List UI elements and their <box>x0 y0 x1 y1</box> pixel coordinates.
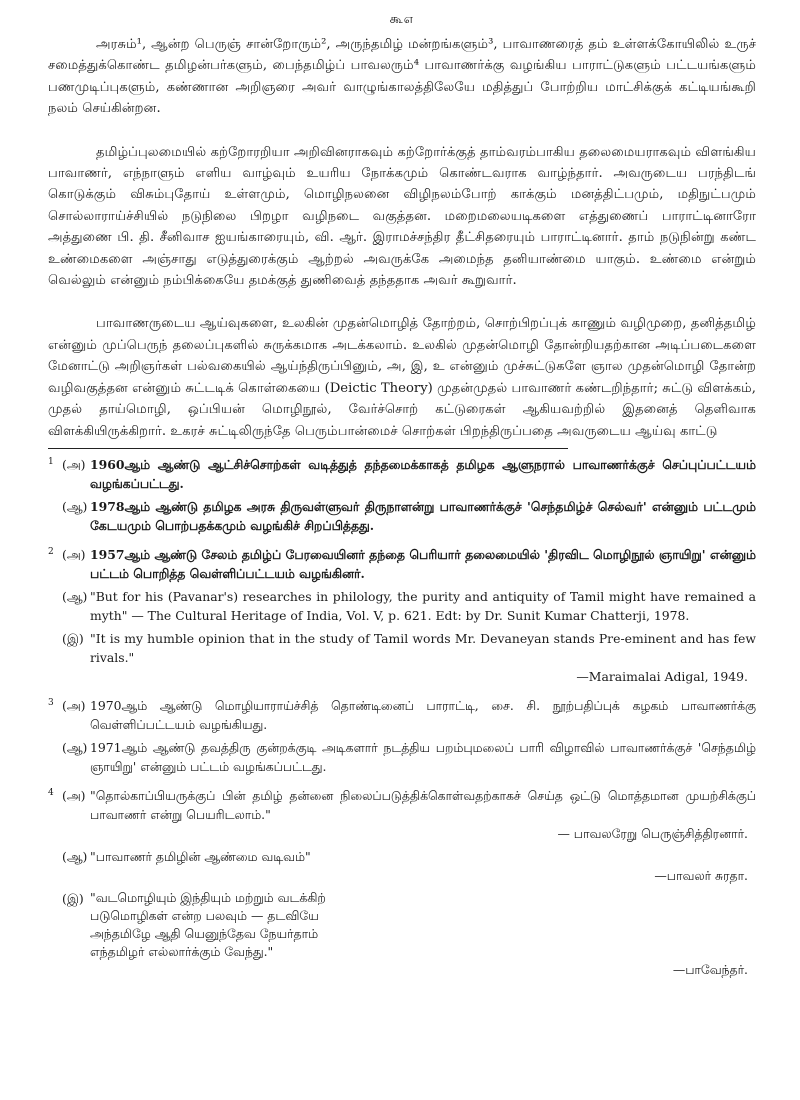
page-number: கூ௭ <box>389 12 415 27</box>
footnote-1 <box>48 455 756 535</box>
attribution: — பாவலரேறு பெருஞ்சித்திரனார். <box>557 825 748 841</box>
footnote-item <box>48 587 756 625</box>
footnote-item <box>48 696 756 734</box>
footnote-marker: (அ) <box>62 456 86 472</box>
footnote-3 <box>48 696 756 776</box>
footnote-text: 1957ஆம் ஆண்டு சேலம் தமிழ்ப் பேரவையினர் தந்தை பெரியார் தலைமையில் 'திரவிட மொழிநூல் ஞாயிறு' என்னும் பட்டம் பொறித்த வெள்ளிப்பட்டயம் வழங்கினர். <box>90 546 756 581</box>
attribution: —Maraimalai Adigal, 1949. <box>576 668 748 684</box>
verse-quote <box>90 889 756 979</box>
footnote-item <box>48 738 756 776</box>
footnote-item <box>48 889 756 979</box>
footnote-text: 1970ஆம் ஆண்டு மொழியாராய்ச்சித் தொண்டினைப் பாராட்டி, சை. சி. நூற்பதிப்புக் கழகம் பாவாணர்க்கு வெள்ளிப்பட்டயம் வழங்கியது. <box>90 697 756 732</box>
quote-text: "பாவாணர் தமிழின் ஆண்மை வடிவம்" <box>90 848 311 864</box>
footnote-marker: (அ) <box>62 787 86 803</box>
footnote-number: 4 <box>48 787 54 798</box>
verse-line: படுமொழிகள் என்ற பலவும் — தடவியே <box>90 907 319 923</box>
attribution: —பாவலர் சுரதா. <box>654 867 748 883</box>
footnote-text: 1971ஆம் ஆண்டு தவத்திரு குன்றக்குடி அடிகளார் நடத்திய பறம்புமலைப் பாரி விழாவில் பாவாணர்க்குச் 'செந்தமிழ் ஞாயிறு' என்னும் பட்டம் வழங்கப்பட்டது. <box>90 739 756 774</box>
verse-line: "வடமொழியும் இந்தியும் மற்றும் வடக்கிற் <box>90 889 326 905</box>
body-text <box>48 34 756 442</box>
footnote-marker: (ஆ) <box>62 498 88 514</box>
footnote-number: 1 <box>48 456 54 467</box>
footnote-item <box>48 847 756 885</box>
footnote-item <box>48 497 756 535</box>
footnote-marker: (ஆ) <box>62 588 88 604</box>
footnotes <box>48 455 756 979</box>
footnote-text <box>90 786 756 843</box>
footnote-marker: (ஆ) <box>62 739 88 755</box>
footnote-marker: (ஆ) <box>62 848 88 864</box>
footnote-rule <box>48 448 568 449</box>
footnote-marker: (அ) <box>62 697 86 713</box>
footnote-4 <box>48 786 756 979</box>
attribution: —பாவேந்தர். <box>672 961 748 977</box>
verse-line: எந்தமிழர் எல்லார்க்கும் வேந்து." <box>90 943 274 959</box>
footnote-number: 3 <box>48 697 54 708</box>
paragraph-1: அரசும்¹, ஆன்ற பெருஞ் சான்றோரும்², அருந்தமிழ் மன்றங்களும்³, பாவாணரைத் தம் உள்ளக்கோயிலில் உருச் சமைத்துக்கொண்ட தமிழன்பர்களும், பைந்தமிழ்ப் பாவலரும்⁴ பாவாணர்க்கு வழங்கிய பாராட்டுகளும் பட்டயங்களும் பணமுடிப்புகளும், கண்ணான அறிஞரை அவர் வாழுங்காலத்திலேயே மதித்துப் போற்றிய மாட்சிக்குக் கட்டியங்கூறி நலம் செய்கின்றன. <box>48 37 756 117</box>
footnote-text <box>90 629 756 686</box>
quote-text: "It is my humble opinion that in the study of Tamil words Mr. Devaneyan stands Pre-eminent and has few rivals." <box>90 630 756 665</box>
footnote-item <box>48 786 756 843</box>
footnote-item <box>48 545 756 583</box>
footnote-2 <box>48 545 756 686</box>
footnote-marker: (அ) <box>62 546 86 562</box>
footnote-text: 1978ஆம் ஆண்டு தமிழக அரசு திருவள்ளுவர் திருநாளன்று பாவாணர்க்குச் 'செந்தமிழ்ச் செல்வர்' என்னும் பட்டமும் கேடயமும் பொற்பதக்கமும் வழங்கிச் சிறப்பித்தது. <box>90 498 756 533</box>
paragraph-2: தமிழ்ப்புலமையில் கற்றோரறியா அறிவினராகவும் கற்றோர்க்குத் தாம்வரம்பாகிய தலைமையராகவும் விளங்கிய பாவாணர், எந்நாளும் எளிய வாழ்வும் உயரிய நோக்கமும் கொண்டவராக வாழ்ந்தார். அவருடைய பரந்திடங் கொடுக்கும் விசும்புதோய் உள்ளமும், மொழிநலனை விழிநலம்போற் காக்கும் மனத்திட்பமும், மதிநுட்பமும் சொல்லாராய்ச்சியில் நடுநிலை பிறழா வழிநடை வகுத்தன. மறைமலையடிகளை எத்துணைப் பாராட்டினாரோ அத்துணை பி. தி. சீனிவாச ஐயங்காரையும், வி. ஆர். இராமச்சந்திர தீட்சிதரையும் பாராட்டினார். தாம் நடுநின்று கண்ட உண்மைகளை அஞ்சாது எடுத்துரைக்கும் ஆற்றல் அவருக்கே அமைந்த தனியாண்மை யாகும். உண்மை என்றும் வெல்லும் என்னும் நம்பிக்கையே தமக்குத் துணிவைத் தந்ததாக அவர் கூறுவார். <box>48 144 756 289</box>
footnote-text <box>90 847 756 885</box>
footnote-text: 1960ஆம் ஆண்டு ஆட்சிச்சொற்கள் வடித்துத் தந்தமைக்காகத் தமிழக ஆளுநரால் பாவாணர்க்குச் செப்புப்பட்டயம் வழங்கப்பட்டது. <box>90 456 756 491</box>
verse-line: அந்தமிழே ஆதி யெனுந்தேவ நேயர்தாம் <box>90 925 319 941</box>
paragraph-3: பாவாணருடைய ஆய்வுகளை, உலகின் முதன்மொழித் தோற்றம், சொற்பிறப்புக் காணும் வழிமுறை, தனித்தமிழ் என்னும் முப்பெருந் தலைப்புகளில் சுருக்கமாக அடக்கலாம். உலகில் முதன்மொழி தோன்றியதற்கான அடிப்படைகளை மேனாட்டு அறிஞர்கள் பல்வகையில் ஆய்ந்திருப்பினும், அ, இ, உ என்னும் முச்சுட்டுகளே ஞால முதன்மொழி தோன்ற வழிவகுத்தன என்னும் சுட்டடிக் கொள்கையை (Deictic Theory) முதன்முதல் பாவாணர் கண்டறிந்தார்; சுட்டு விளக்கம், முதல் தாய்மொழி, ஒப்பியன் மொழிநூல், வேர்ச்சொற் கட்டுரைகள் ஆகியவற்றில் இதனைத் தெளிவாக விளக்கியிருக்கிறார். உகரச் சுட்டிலிருந்தே பெரும்பான்மைச் சொற்கள் பிறந்திருப்பதை அவருடைய ஆய்வு காட்டு <box>48 316 756 439</box>
footnote-marker: (இ) <box>62 890 84 906</box>
quote-text: "தொல்காப்பியருக்குப் பின் தமிழ் தன்னை நிலைப்படுத்திக்கொள்வதற்காகச் செய்த ஒட்டு மொத்தமான முயற்சிக்குப் பாவாணர் என்று பெயரிடலாம்." <box>90 787 756 822</box>
footnote-item <box>48 455 756 493</box>
footnote-item <box>48 629 756 686</box>
footnote-text: "But for his (Pavanar's) researches in philology, the purity and antiquity of Tamil might have remained a myth" — The Cultural Heritage of India, Vol. V, p. 621. Edt: by Dr. Sunit Kumar Chatterji, 1978. <box>90 588 756 623</box>
footnote-number: 2 <box>48 546 54 557</box>
footnote-marker: (இ) <box>62 630 84 646</box>
